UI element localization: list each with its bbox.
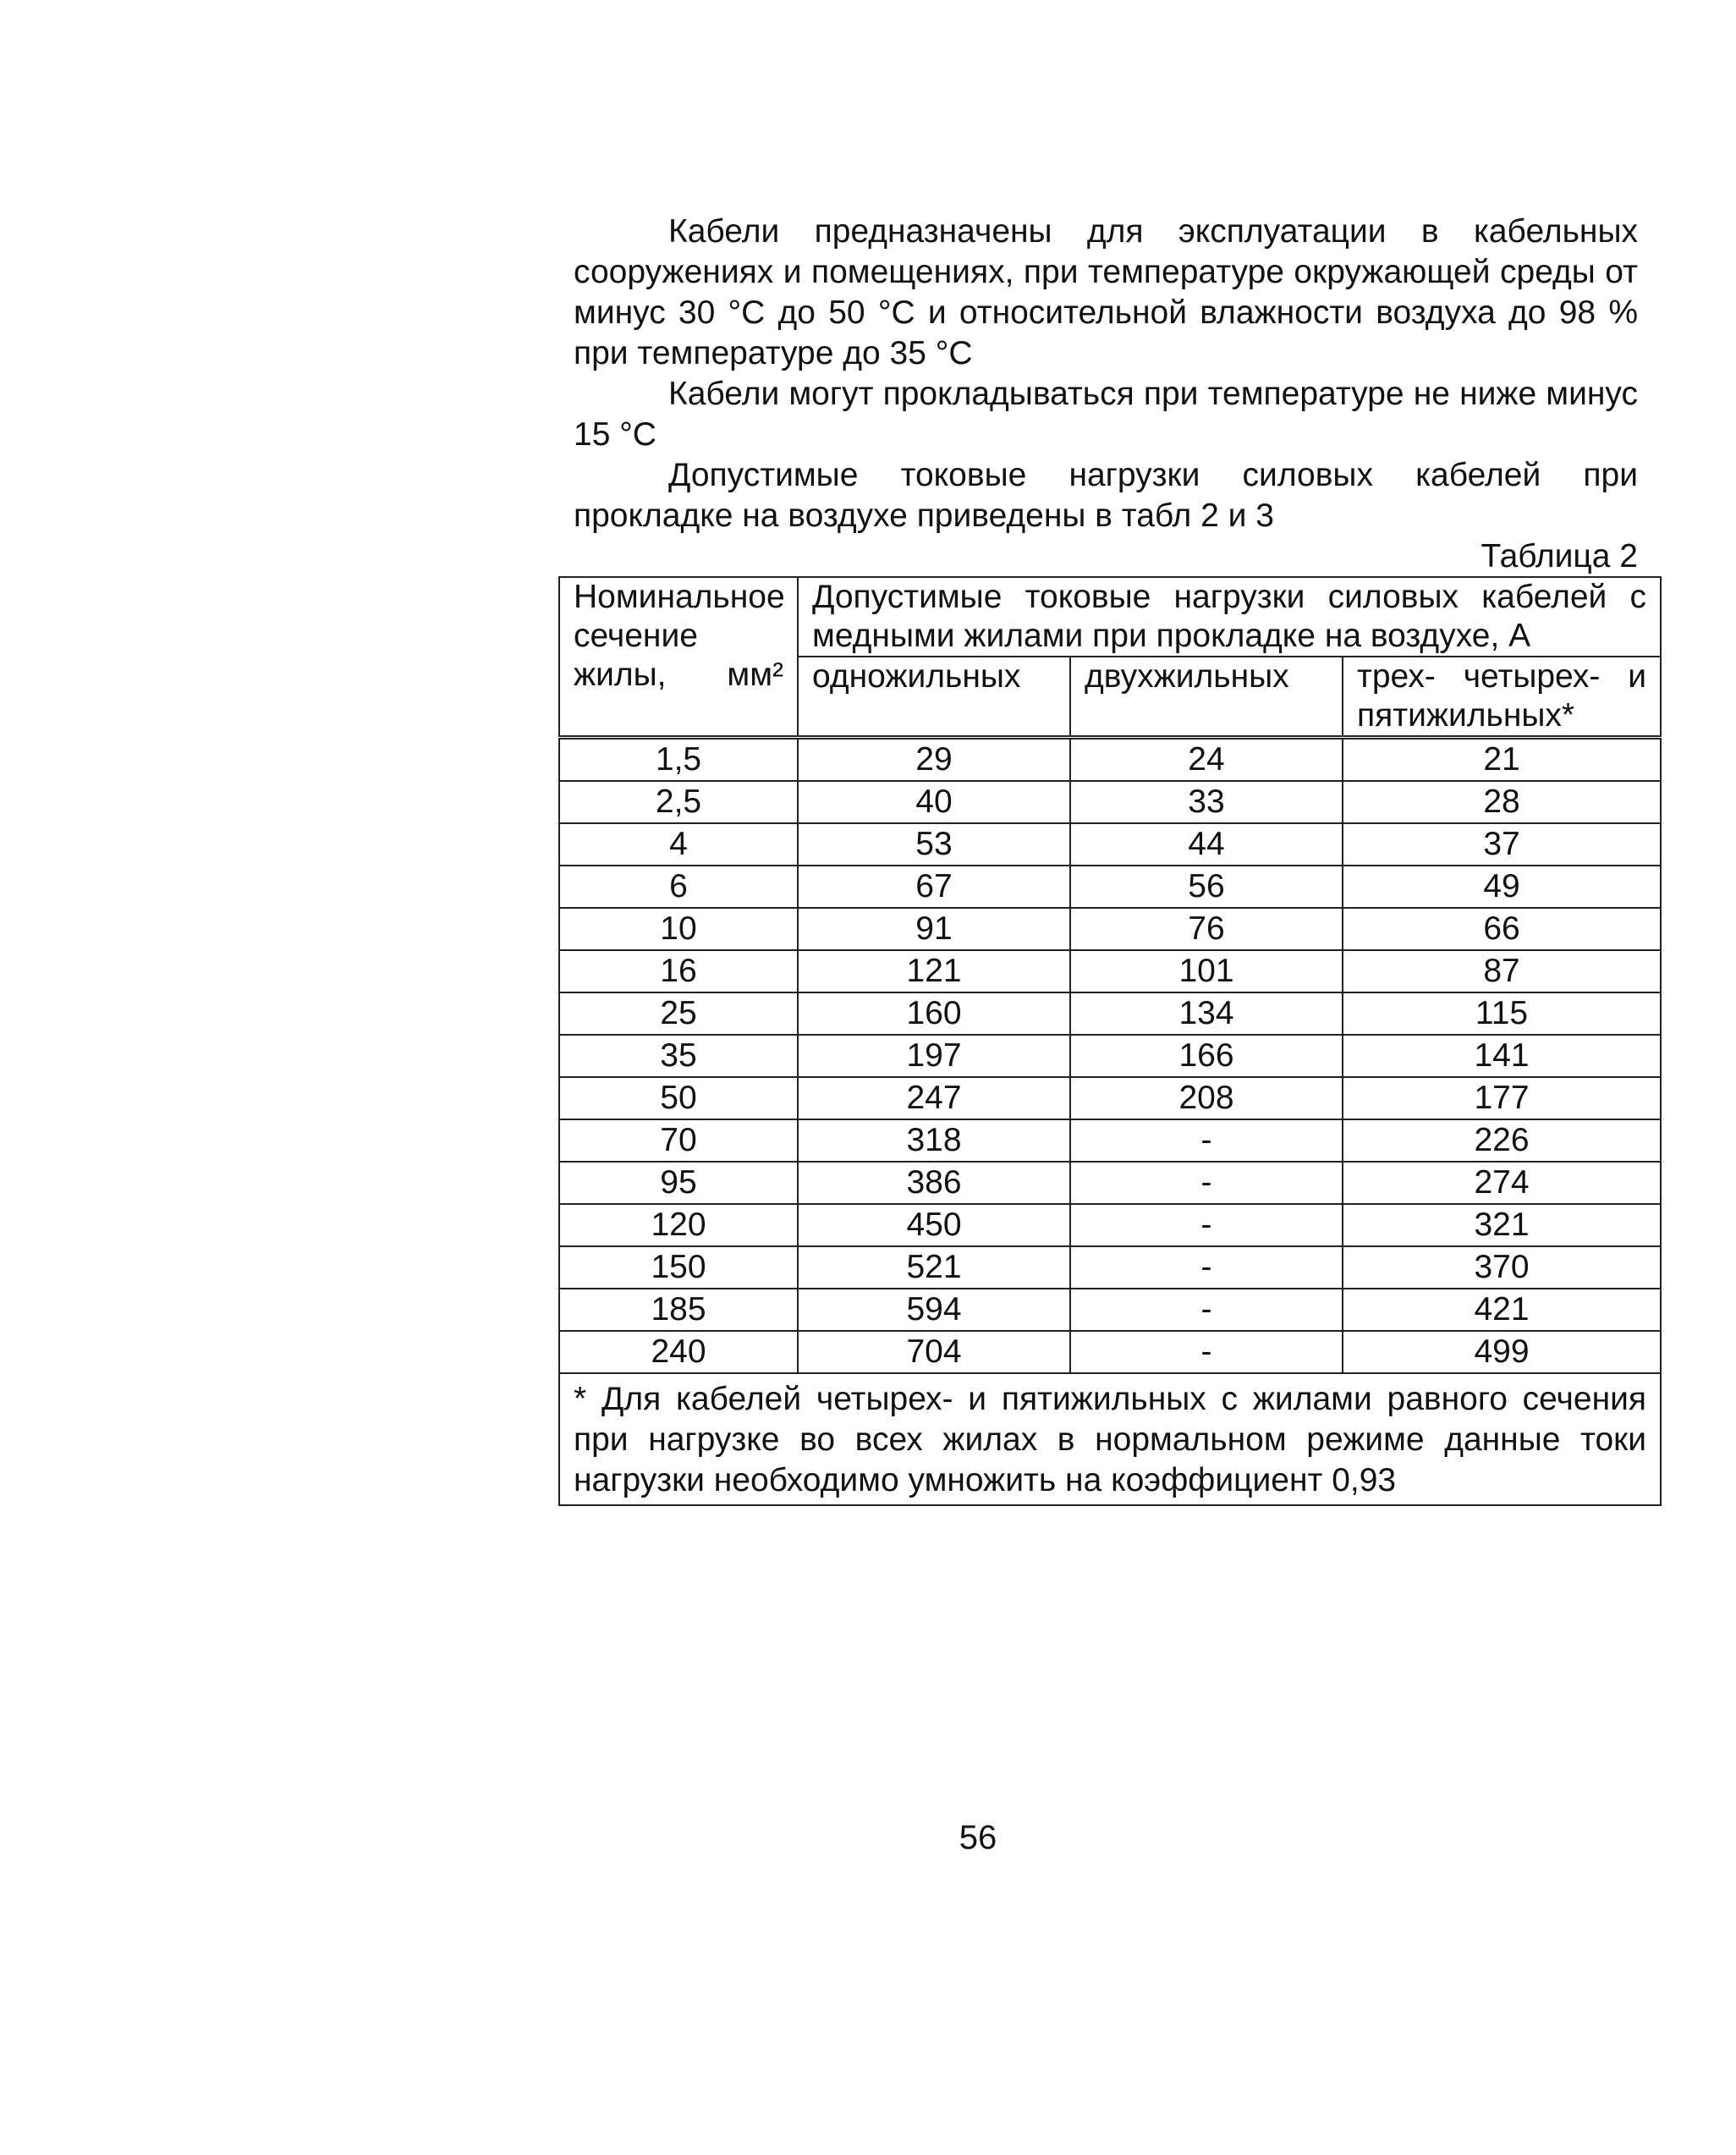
cell-multi-core: 115 <box>1343 992 1661 1035</box>
cell-section: 25 <box>559 992 798 1035</box>
header-group: Допустимые токовые нагрузки силовых кабелей с медными жилами при прокладке на воздухе, А <box>798 577 1661 657</box>
cell-section: 4 <box>559 823 798 866</box>
cell-section: 240 <box>559 1331 798 1373</box>
cell-multi-core: 226 <box>1343 1119 1661 1162</box>
cell-two-core: - <box>1070 1246 1343 1289</box>
cell-multi-core: 87 <box>1343 950 1661 992</box>
table-row <box>559 908 1661 950</box>
paragraph-laying-temperature: Кабели могут прокладываться при температуре не ниже минус 15 °С <box>574 376 1638 453</box>
cell-multi-core: 321 <box>1343 1204 1661 1246</box>
cell-two-core: 56 <box>1070 866 1343 908</box>
cell-two-core: 24 <box>1070 738 1343 782</box>
table-row <box>559 1162 1661 1204</box>
header-two-core: двухжильных <box>1070 657 1343 738</box>
table-row <box>559 1204 1661 1246</box>
cell-two-core: - <box>1070 1331 1343 1373</box>
cell-section: 35 <box>559 1035 798 1077</box>
cell-section: 70 <box>559 1119 798 1162</box>
cell-section: 6 <box>559 866 798 908</box>
table-row <box>559 950 1661 992</box>
cell-two-core: 44 <box>1070 823 1343 866</box>
cell-multi-core: 370 <box>1343 1246 1661 1289</box>
cell-single-core: 450 <box>798 1204 1070 1246</box>
cell-single-core: 521 <box>798 1246 1070 1289</box>
paragraph-table-reference: Допустимые токовые нагрузки силовых кабелей при прокладке на воздухе приведены в табл 2 и 3 <box>574 457 1638 534</box>
paragraph-operating-conditions: Кабели предназначены для эксплуатации в кабельных сооружениях и помещениях, при температуре окружающей среды от минус 30 °С до 50 °С и относительной влажности воздуха до 98 % при температуре до 35 °С <box>574 213 1638 371</box>
cell-multi-core: 421 <box>1343 1289 1661 1331</box>
cell-two-core: - <box>1070 1289 1343 1331</box>
table-row <box>559 823 1661 866</box>
cell-single-core: 91 <box>798 908 1070 950</box>
cell-multi-core: 37 <box>1343 823 1661 866</box>
cell-multi-core: 499 <box>1343 1331 1661 1373</box>
table-row <box>559 866 1661 908</box>
header-single-core: одножильных <box>798 657 1070 738</box>
cell-two-core: - <box>1070 1204 1343 1246</box>
cell-multi-core: 49 <box>1343 866 1661 908</box>
current-load-table <box>558 576 1662 1506</box>
cell-section: 16 <box>559 950 798 992</box>
cell-single-core: 386 <box>798 1162 1070 1204</box>
cell-single-core: 29 <box>798 738 1070 782</box>
cell-multi-core: 274 <box>1343 1162 1661 1204</box>
cell-section: 120 <box>559 1204 798 1246</box>
cell-multi-core: 177 <box>1343 1077 1661 1119</box>
cell-single-core: 40 <box>798 781 1070 823</box>
cell-multi-core: 141 <box>1343 1035 1661 1077</box>
page-number: 56 <box>959 1819 997 1856</box>
cell-single-core: 121 <box>798 950 1070 992</box>
table-row <box>559 1035 1661 1077</box>
table-row <box>559 738 1661 782</box>
cell-two-core: 76 <box>1070 908 1343 950</box>
table-row <box>559 992 1661 1035</box>
header-section: Номинальное сечение жилы, мм² <box>559 577 798 738</box>
cell-section: 95 <box>559 1162 798 1204</box>
cell-single-core: 594 <box>798 1289 1070 1331</box>
table-row <box>559 1289 1661 1331</box>
table-row <box>559 1331 1661 1373</box>
table-row <box>559 1246 1661 1289</box>
cell-single-core: 197 <box>798 1035 1070 1077</box>
cell-two-core: 33 <box>1070 781 1343 823</box>
cell-two-core: 166 <box>1070 1035 1343 1077</box>
table-footnote: * Для кабелей четырех- и пятижильных с жилами равного сечения при нагрузке во всех жилах в нормальном режиме данные токи нагрузки необходимо умножить на коэффициент 0,93 <box>559 1373 1661 1505</box>
cell-section: 150 <box>559 1246 798 1289</box>
cell-two-core: - <box>1070 1119 1343 1162</box>
cell-section: 185 <box>559 1289 798 1331</box>
cell-single-core: 67 <box>798 866 1070 908</box>
cell-multi-core: 28 <box>1343 781 1661 823</box>
cell-single-core: 318 <box>798 1119 1070 1162</box>
cell-two-core: - <box>1070 1162 1343 1204</box>
cell-multi-core: 66 <box>1343 908 1661 950</box>
cell-single-core: 247 <box>798 1077 1070 1119</box>
cell-two-core: 208 <box>1070 1077 1343 1119</box>
cell-single-core: 704 <box>798 1331 1070 1373</box>
header-multi-core: трех- четырех- и пятижильных* <box>1343 657 1661 738</box>
table-row <box>559 1119 1661 1162</box>
cell-two-core: 101 <box>1070 950 1343 992</box>
cell-two-core: 134 <box>1070 992 1343 1035</box>
table-body <box>559 738 1661 1374</box>
cell-single-core: 53 <box>798 823 1070 866</box>
cell-single-core: 160 <box>798 992 1070 1035</box>
cell-section: 1,5 <box>559 738 798 782</box>
cell-section: 10 <box>559 908 798 950</box>
table-caption: Таблица 2 <box>1481 538 1638 574</box>
cell-section: 2,5 <box>559 781 798 823</box>
table-row <box>559 1077 1661 1119</box>
cell-multi-core: 21 <box>1343 738 1661 782</box>
cell-section: 50 <box>559 1077 798 1119</box>
table-row <box>559 781 1661 823</box>
